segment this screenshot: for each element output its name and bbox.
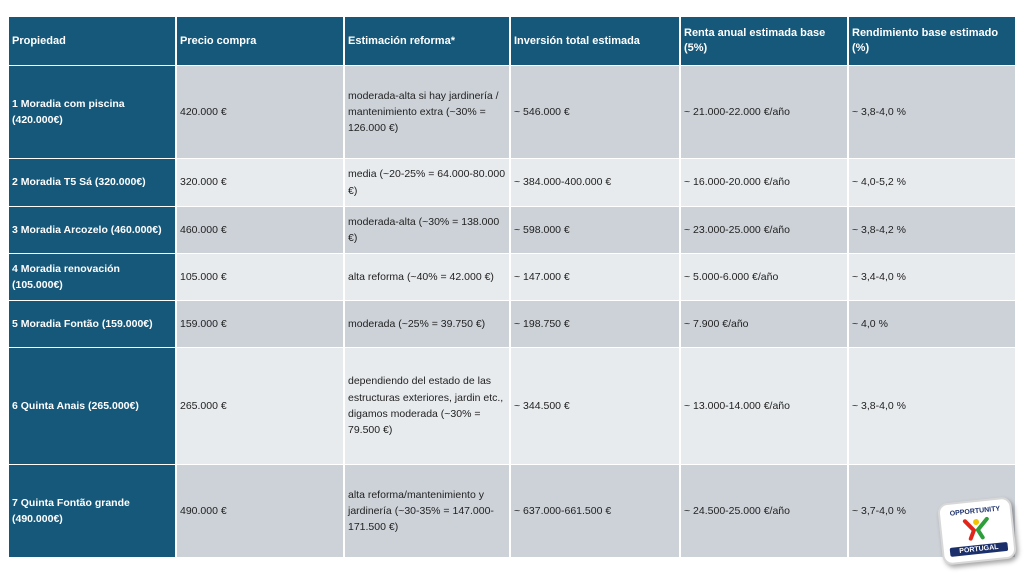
cell-propiedad: 5 Moradia Fontão (159.000€) [9,301,175,347]
cell-reforma: moderada-alta (~30% = 138.000 €) [345,207,509,253]
cell-propiedad: 6 Quinta Anais (265.000€) [9,348,175,464]
header-precio-compra: Precio compra [177,17,343,65]
cell-renta: ~ 24.500-25.000 €/año [681,465,847,557]
header-inversion-total: Inversión total estimada [511,17,679,65]
cell-precio: 460.000 € [177,207,343,253]
header-rendimiento: Rendimiento base estimado (%) [849,17,1015,65]
cell-inversion: ~ 546.000 € [511,66,679,158]
cell-rendimiento: ~ 4,0-5,2 % [849,159,1015,206]
table-row [9,301,1015,347]
table-header-row [9,17,1015,65]
cell-propiedad: 7 Quinta Fontão grande (490.000€) [9,465,175,557]
cell-rendimiento: ~ 3,8-4,0 % [849,66,1015,158]
cell-precio: 320.000 € [177,159,343,206]
logo-bottom-text: PORTUGAL [950,542,1009,557]
cell-renta: ~ 23.000-25.000 €/año [681,207,847,253]
cell-precio: 105.000 € [177,254,343,300]
header-propiedad: Propiedad [9,17,175,65]
table-row [9,465,1015,557]
table-row [9,66,1015,158]
cell-rendimiento: ~ 4,0 % [849,301,1015,347]
table-row [9,159,1015,206]
cell-inversion: ~ 637.000-661.500 € [511,465,679,557]
cell-precio: 490.000 € [177,465,343,557]
logo-figure-icon [959,516,995,541]
cell-reforma: alta reforma/mantenimiento y jardinería (~30-35% = 147.000-171.500 €) [345,465,509,557]
cell-inversion: ~ 147.000 € [511,254,679,300]
cell-renta: ~ 13.000-14.000 €/año [681,348,847,464]
table-row [9,207,1015,253]
cell-inversion: ~ 384.000-400.000 € [511,159,679,206]
cell-reforma: moderada (~25% = 39.750 €) [345,301,509,347]
cell-inversion: ~ 198.750 € [511,301,679,347]
cell-propiedad: 1 Moradia com piscina (420.000€) [9,66,175,158]
investment-table-container [9,16,1011,558]
header-renta-anual: Renta anual estimada base (5%) [681,17,847,65]
cell-renta: ~ 7.900 €/año [681,301,847,347]
cell-renta: ~ 16.000-20.000 €/año [681,159,847,206]
cell-renta: ~ 21.000-22.000 €/año [681,66,847,158]
cell-reforma: alta reforma (~40% = 42.000 €) [345,254,509,300]
cell-rendimiento: ~ 3,8-4,0 % [849,348,1015,464]
cell-renta: ~ 5.000-6.000 €/año [681,254,847,300]
cell-propiedad: 2 Moradia T5 Sá (320.000€) [9,159,175,206]
cell-rendimiento: ~ 3,7-4,0 % [849,465,1015,557]
table-row [9,348,1015,464]
cell-propiedad: 4 Moradia renovación (105.000€) [9,254,175,300]
cell-rendimiento: ~ 3,8-4,2 % [849,207,1015,253]
table-row [9,254,1015,300]
cell-reforma: media (~20-25% = 64.000-80.000 €) [345,159,509,206]
cell-reforma: dependiendo del estado de las estructuras exteriores, jardin etc., digamos moderada (~30% = 79.500 €) [345,348,509,464]
cell-inversion: ~ 344.500 € [511,348,679,464]
cell-precio: 159.000 € [177,301,343,347]
cell-propiedad: 3 Moradia Arcozelo (460.000€) [9,207,175,253]
cell-rendimiento: ~ 3,4-4,0 % [849,254,1015,300]
investment-table [7,16,1017,558]
cell-precio: 420.000 € [177,66,343,158]
cell-reforma: moderada-alta si hay jardinería / mantenimiento extra (~30% = 126.000 €) [345,66,509,158]
cell-precio: 265.000 € [177,348,343,464]
header-estimacion-reforma: Estimación reforma* [345,17,509,65]
cell-inversion: ~ 598.000 € [511,207,679,253]
opportunity-portugal-logo [937,496,1017,565]
logo-top-text: OPPORTUNITY [949,505,1001,518]
